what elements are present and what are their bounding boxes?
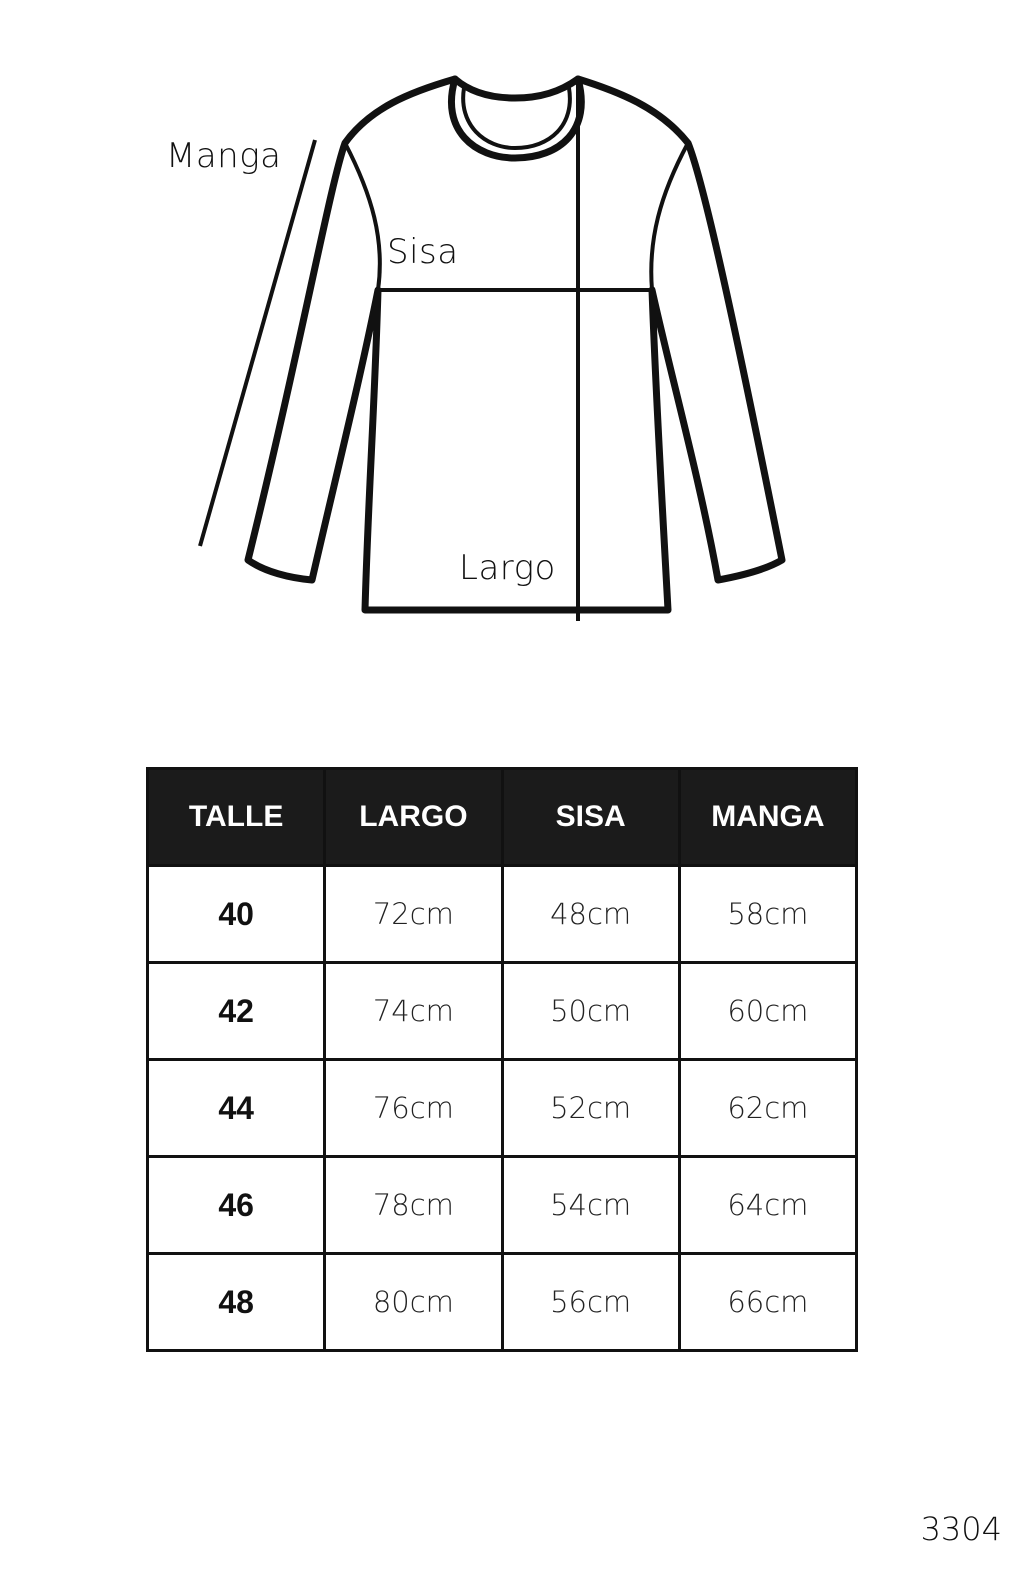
table-row	[148, 1157, 857, 1254]
cell-manga: 64cm	[679, 1157, 856, 1254]
cell-sisa: 56cm	[502, 1254, 679, 1351]
cell-talle: 48	[148, 1254, 325, 1351]
cell-sisa: 52cm	[502, 1060, 679, 1157]
size-table	[146, 767, 858, 1352]
sisa-label: Sisa	[387, 232, 459, 272]
manga-label: Manga	[166, 136, 282, 176]
header-largo: LARGO	[325, 769, 502, 866]
cell-manga: 60cm	[679, 963, 856, 1060]
cell-largo: 80cm	[325, 1254, 502, 1351]
header-manga: MANGA	[679, 769, 856, 866]
table-row	[148, 1254, 857, 1351]
cell-talle: 46	[148, 1157, 325, 1254]
header-talle: TALLE	[148, 769, 325, 866]
table-header-row	[148, 769, 857, 866]
largo-label: Largo	[459, 548, 556, 588]
armhole-seam-right	[651, 143, 688, 290]
cell-manga: 62cm	[679, 1060, 856, 1157]
cell-talle: 40	[148, 866, 325, 963]
armhole-seam-left	[345, 143, 380, 290]
table-row	[148, 866, 857, 963]
cell-manga: 66cm	[679, 1254, 856, 1351]
cell-manga: 58cm	[679, 866, 856, 963]
cell-largo: 72cm	[325, 866, 502, 963]
cell-largo: 78cm	[325, 1157, 502, 1254]
table-row	[148, 963, 857, 1060]
sweater-diagram	[0, 0, 1024, 640]
cell-sisa: 54cm	[502, 1157, 679, 1254]
cell-talle: 42	[148, 963, 325, 1060]
table-row	[148, 1060, 857, 1157]
header-sisa: SISA	[502, 769, 679, 866]
cell-largo: 74cm	[325, 963, 502, 1060]
cell-largo: 76cm	[325, 1060, 502, 1157]
cell-talle: 44	[148, 1060, 325, 1157]
cell-sisa: 48cm	[502, 866, 679, 963]
cell-sisa: 50cm	[502, 963, 679, 1060]
product-code: 3304	[920, 1510, 1002, 1548]
